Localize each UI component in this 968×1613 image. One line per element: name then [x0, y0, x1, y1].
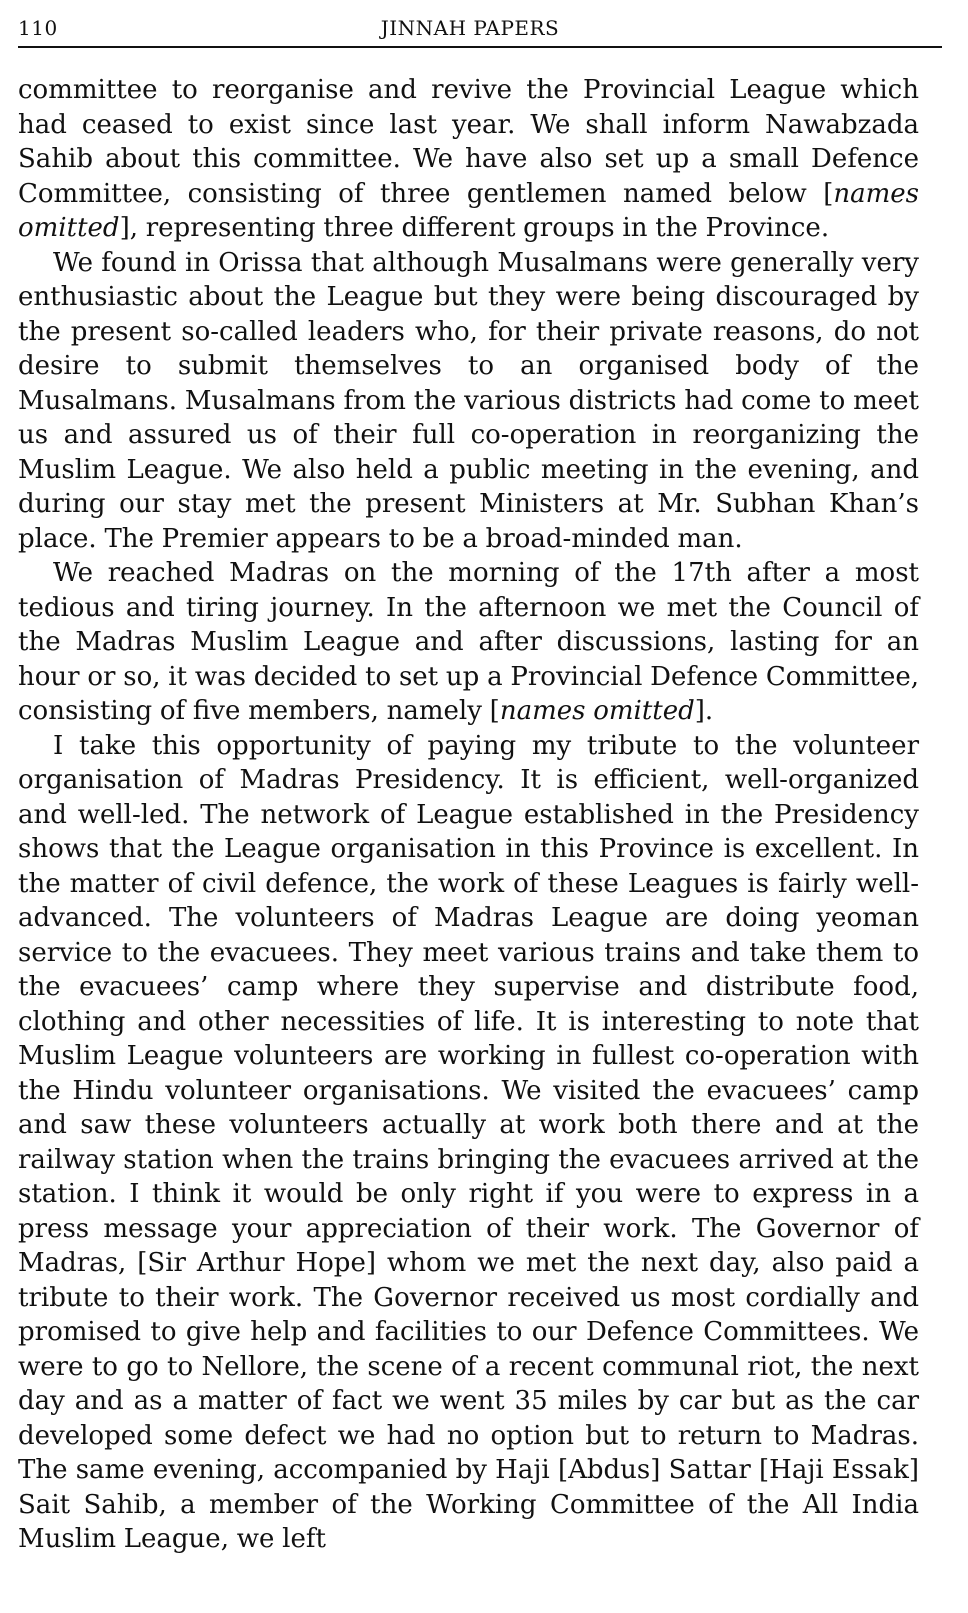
- text-segment: We reached Madras on the morning of the 17th after a most tedious and tiring journey. In the afternoon we met the Council of the Madras Muslim League and after discussions, lasting for an hour or so, it was decided to set up a Provincial Defence Committee, consisting of five members, namely [: [18, 558, 919, 726]
- page-number: 110: [18, 16, 58, 40]
- body-text: [18, 73, 919, 1557]
- italic-segment: names omitted: [18, 178, 919, 243]
- italic-segment: names omitted: [499, 696, 695, 726]
- paragraph-3: [18, 556, 919, 729]
- text-segment: I take this opportunity of paying my tribute to the volunteer organisation of Madras Presidency. It is efficient, well-organized and well-led. The network of League established in the Presidency shows that the League organisation in this Province is excellent. In the matter of civil defence, the work of these Leagues is fairly well-advanced. The volunteers of Madras League are doing yeoman service to the evacuees. They meet various trains and take them to the evacuees’ camp where they supervise and distribute food, clothing and other necessities of life. It is interesting to note that Muslim League volunteers are working in fullest co-operation with the Hindu volunteer organisations. We visited the evacuees’ camp and saw these volunteers actually at work both there and at the railway station when the trains bringing the evacuees arrived at the station. I think it would be only right if you were to express in a press message your appreciation of their work. The Governor of Madras, [Sir Arthur Hope] whom we met the next day, also paid a tribute to their work. The Governor received us most cordially and promised to give help and facilities to our Defence Committees. We were to go to Nellore, the scene of a recent communal riot, the next day and as a matter of fact we went 35 miles by car but as the car developed some defect we had no option but to return to Madras. The same evening, accompanied by Haji [Abdus] Sattar [Haji Essak] Sait Sahib, a member of the Working Committee of the All India Muslim League, we left: [18, 730, 919, 1554]
- paragraph-2: [18, 246, 919, 557]
- paragraph-1: [18, 73, 919, 246]
- page-header: [18, 8, 942, 48]
- text-segment: committee to reorganise and revive the Provincial League which had ceased to exist since last year. We shall inform Nawabzada Sahib about this committee. We have also set up a small Defence Committee, consisting of three gentlemen named below [: [18, 75, 919, 209]
- text-segment: We found in Orissa that although Musalmans were generally very enthusiastic about the League but they were being discouraged by the present so-called leaders who, for their private reasons, do not desire to submit themselves to an organised body of the Musalmans. Musalmans from the various districts had come to meet us and assured us of their full co-operation in reorganizing the Muslim League. We also held a public meeting in the evening, and during our stay met the present Ministers at Mr. Subhan Khan’s place. The Premier appears to be a broad-minded man.: [18, 247, 919, 554]
- text-segment: ].: [694, 696, 714, 726]
- running-title: JINNAH PAPERS: [380, 16, 560, 40]
- paragraph-4: [18, 729, 919, 1557]
- text-segment: ], representing three different groups in the Province.: [119, 213, 830, 243]
